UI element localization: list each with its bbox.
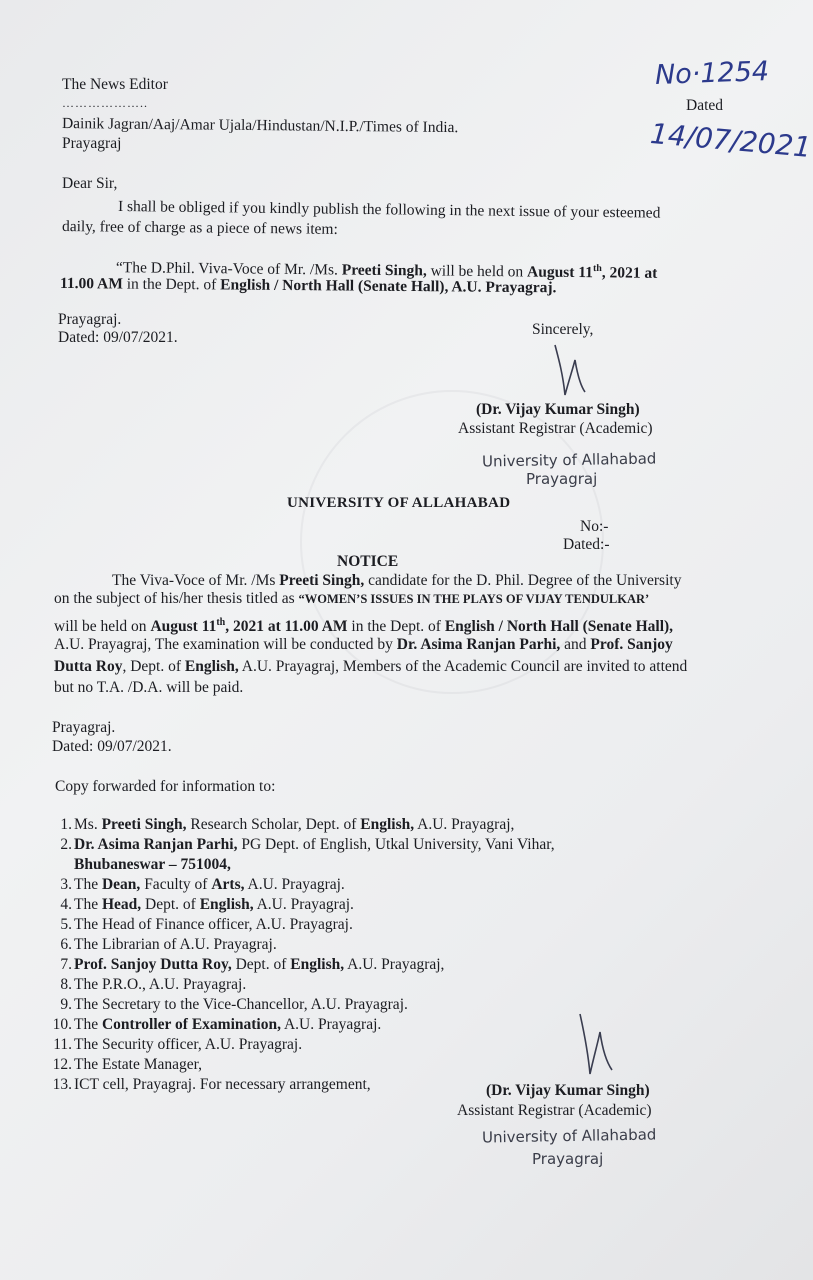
copy-recipient-item bbox=[48, 855, 768, 875]
signature-top bbox=[545, 340, 595, 400]
notice-dated-label: Dated:- bbox=[563, 536, 610, 553]
notice-text: , Dept. of bbox=[122, 658, 185, 675]
recipient-part: Prof. Sanjoy Dutta Roy, bbox=[74, 956, 232, 973]
recipient-part: Dept. of bbox=[231, 956, 291, 973]
notice-text: in the Dept. of bbox=[347, 618, 445, 636]
copy-recipient-item bbox=[48, 935, 768, 955]
notice-line-6: but no T.A. /D.A. will be paid. bbox=[54, 679, 244, 696]
recipient-text bbox=[74, 835, 768, 855]
recipient-part: The Estate Manager, bbox=[74, 1056, 203, 1073]
recipient-part: The bbox=[74, 1016, 102, 1033]
recipient-part: A.U. Prayagraj. bbox=[253, 896, 354, 913]
recipient-part: ICT cell, Prayagraj. For necessary arrangement, bbox=[74, 1076, 371, 1093]
recipient-part: Dean, bbox=[101, 876, 141, 893]
recipient-text bbox=[74, 975, 768, 995]
notice-no-label: No:- bbox=[580, 518, 609, 535]
copy-recipient-item bbox=[48, 955, 768, 975]
recipient-part: Controller of Examination, bbox=[101, 1016, 281, 1033]
news-item-line-2 bbox=[60, 274, 557, 297]
list-number: 3. bbox=[60, 876, 72, 893]
list-number: 12. bbox=[52, 1056, 72, 1073]
list-number: 1. bbox=[60, 816, 72, 833]
recipient-part: The bbox=[74, 896, 102, 913]
signatory-title-bottom: Assistant Registrar (Academic) bbox=[457, 1102, 652, 1119]
list-number: 4. bbox=[60, 896, 72, 913]
list-number: 2. bbox=[60, 836, 72, 853]
examiner-2: Prof. Sanjoy bbox=[590, 636, 673, 653]
notice-line-5 bbox=[54, 656, 687, 677]
list-number: 5. bbox=[60, 916, 72, 933]
recipient-part: Arts, bbox=[211, 876, 245, 893]
recipient-part: A.U. Prayagraj. bbox=[280, 1016, 382, 1033]
notice-text: and bbox=[560, 636, 591, 653]
recipient-part: Ms. bbox=[74, 816, 102, 833]
thesis-title: “WOMEN’S ISSUES IN THE PLAYS OF VIJAY TENDULKAR’ bbox=[298, 592, 650, 606]
viva-date: August 11 bbox=[526, 263, 594, 282]
notice-line-2 bbox=[54, 588, 649, 610]
recipient-text bbox=[74, 915, 768, 935]
notice-heading: NOTICE bbox=[337, 553, 399, 570]
copy-recipient-item bbox=[48, 835, 768, 855]
list-number: 11. bbox=[53, 1036, 72, 1053]
recipient-text bbox=[74, 1075, 768, 1095]
recipient-part: A.U. Prayagraj, bbox=[344, 956, 445, 973]
recipient-text bbox=[74, 895, 768, 915]
recipient-part: The Secretary to the Vice-Chancellor, A.U. Prayagraj. bbox=[74, 996, 408, 1013]
signatory-name-bottom: (Dr. Vijay Kumar Singh) bbox=[486, 1082, 650, 1099]
university-heading: UNIVERSITY OF ALLAHABAD bbox=[287, 495, 511, 511]
notice-date: Dated: 09/07/2021. bbox=[52, 738, 172, 755]
recipient-text bbox=[74, 1015, 768, 1035]
recipient-part: The P.R.O., A.U. Prayagraj. bbox=[74, 976, 247, 993]
copy-heading: Copy forwarded for information to: bbox=[55, 778, 276, 795]
examiner-1: Dr. Asima Ranjan Parhi, bbox=[396, 636, 561, 653]
viva-year: , 2021 at bbox=[601, 264, 658, 282]
to-line-2: Dainik Jagran/Aaj/Amar Ujala/Hindustan/N.I.P./Times of India. bbox=[61, 115, 459, 137]
list-number: 13. bbox=[52, 1076, 72, 1093]
notice-text: A.U. Prayagraj, Members of the Academic Council are invited to attend bbox=[238, 658, 688, 675]
copy-recipients-list bbox=[48, 815, 768, 1095]
copy-recipient-item bbox=[48, 1055, 768, 1075]
stamp-university-top: University of Allahabad bbox=[481, 449, 657, 471]
viva-time: , 2021 at 11.00 AM bbox=[225, 618, 348, 636]
signatory-title-top: Assistant Registrar (Academic) bbox=[458, 420, 653, 437]
request-line-2: daily, free of charge as a piece of news item: bbox=[61, 218, 338, 238]
examiner-2-cont: Dutta Roy bbox=[54, 658, 123, 675]
reference-number-handwritten: No·1254 bbox=[654, 56, 770, 91]
closing: Sincerely, bbox=[532, 321, 594, 338]
recipient-part: English, bbox=[360, 816, 415, 833]
letter-place: Prayagraj. bbox=[58, 311, 122, 328]
copy-recipient-item bbox=[48, 895, 768, 915]
list-number: 10. bbox=[52, 1016, 72, 1033]
recipient-part: Head, bbox=[101, 896, 142, 913]
copy-recipient-item bbox=[48, 875, 768, 895]
recipient-text bbox=[74, 875, 768, 895]
recipient-part: English, bbox=[290, 956, 345, 973]
list-number: 6. bbox=[60, 936, 72, 953]
news-text: will be held on bbox=[426, 262, 528, 281]
date-suffix: th bbox=[216, 617, 226, 628]
recipient-text bbox=[74, 995, 768, 1015]
copy-recipient-item bbox=[48, 915, 768, 935]
letter-date: Dated: 09/07/2021. bbox=[58, 329, 178, 346]
stamp-city-bottom: Prayagraj bbox=[532, 1150, 604, 1168]
copy-recipient-item bbox=[48, 995, 768, 1015]
copy-recipient-item bbox=[48, 815, 768, 835]
notice-text: on the subject of his/her thesis titled as bbox=[54, 590, 299, 607]
notice-text: will be held on bbox=[54, 618, 151, 636]
to-line-1: The News Editor bbox=[62, 76, 168, 93]
stamp-university-bottom: University of Allahabad bbox=[481, 1125, 657, 1147]
recipient-part: The Head of Finance officer, A.U. Prayagraj. bbox=[74, 916, 353, 933]
notice-line-4 bbox=[54, 634, 673, 655]
viva-date: August 11 bbox=[150, 618, 217, 636]
dated-label: Dated bbox=[686, 97, 724, 114]
recipient-part: A.U. Prayagraj. bbox=[244, 876, 345, 893]
recipient-part: Bhubaneswar – 751004, bbox=[74, 856, 231, 873]
candidate-name: Preeti Singh, bbox=[279, 572, 365, 589]
notice-text: A.U. Prayagraj, The examination will be conducted by bbox=[54, 636, 397, 653]
news-text: “The D.Phil. Viva-Voce of Mr. /Ms. bbox=[115, 259, 342, 279]
recipient-part: PG Dept. of English, Utkal University, Vani Vihar, bbox=[237, 836, 555, 853]
list-number: 9. bbox=[60, 996, 72, 1013]
recipient-part: Faculty of bbox=[140, 876, 212, 893]
recipient-part: The bbox=[74, 876, 102, 893]
recipient-part: Dr. Asima Ranjan Parhi, bbox=[74, 836, 238, 853]
dated-handwritten: 14/07/2021 bbox=[648, 117, 813, 164]
recipient-text bbox=[74, 935, 768, 955]
to-line-3: Prayagraj bbox=[62, 135, 122, 152]
salutation: Dear Sir, bbox=[62, 175, 118, 192]
list-number: 7. bbox=[60, 956, 72, 973]
recipient-part: Research Scholar, Dept. of bbox=[186, 816, 361, 833]
viva-venue: English / North Hall (Senate Hall), bbox=[444, 618, 674, 636]
recipient-part: The Security officer, A.U. Prayagraj. bbox=[74, 1036, 303, 1053]
list-number: 8. bbox=[60, 976, 72, 993]
department: English, bbox=[184, 658, 239, 675]
notice-text: candidate for the D. Phil. Degree of the University bbox=[364, 572, 682, 589]
news-text: in the Dept. of bbox=[122, 275, 221, 294]
request-line-1: I shall be obliged if you kindly publish the following in the next issue of your esteemed bbox=[117, 198, 661, 222]
copy-recipient-item bbox=[48, 1075, 768, 1095]
recipient-text bbox=[74, 1035, 768, 1055]
recipient-part: The Librarian of A.U. Prayagraj. bbox=[74, 936, 277, 953]
recipient-text bbox=[74, 955, 768, 975]
viva-time: 11.00 AM bbox=[59, 275, 123, 293]
notice-text: The Viva-Voce of Mr. /Ms bbox=[112, 572, 280, 589]
recipient-part: A.U. Prayagraj, bbox=[414, 816, 515, 833]
notice-place: Prayagraj. bbox=[52, 719, 116, 736]
copy-recipient-item bbox=[48, 1015, 768, 1035]
candidate-name: Preeti Singh, bbox=[341, 261, 427, 280]
recipient-part: Dept. of bbox=[141, 896, 200, 913]
copy-recipient-item bbox=[48, 1035, 768, 1055]
stamp-city-top: Prayagraj bbox=[526, 470, 598, 488]
recipient-text bbox=[74, 815, 768, 835]
signature-bottom bbox=[568, 1010, 618, 1080]
copy-recipient-item bbox=[48, 975, 768, 995]
date-suffix: th bbox=[592, 262, 602, 275]
recipient-part: English, bbox=[199, 896, 254, 913]
to-dots: ……………….. bbox=[62, 96, 148, 110]
signatory-name-top: (Dr. Vijay Kumar Singh) bbox=[476, 401, 640, 418]
viva-venue: English / North Hall (Senate Hall), A.U. Prayagraj. bbox=[220, 276, 557, 297]
recipient-text bbox=[74, 1055, 768, 1075]
recipient-text bbox=[74, 855, 768, 875]
recipient-part: Preeti Singh, bbox=[101, 816, 187, 833]
